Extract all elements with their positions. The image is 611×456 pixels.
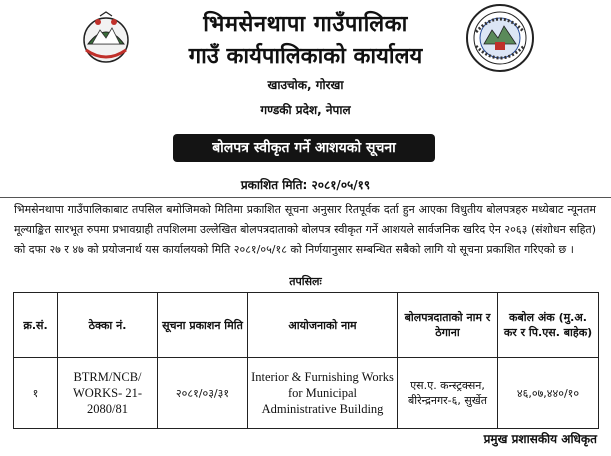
tender-table xyxy=(13,292,599,429)
office-title-line2: गाउँ कार्यपालिकाको कार्यालय xyxy=(188,44,423,69)
office-title-line1: भिमसेनथापा गाउँपालिका xyxy=(203,12,408,37)
notice-body: भिमसेनथापा गाउँपालिकाबाट तपसिल बमोजिमको मितिमा प्रकाशित सूचना अनुसार रितपूर्वक दर्ता हुन आएका विधुतीय बोलपत्रहरु मध्येबाट न्यूनतम मूल्याङ्कित सारभूत रुपमा प्रभावग्राही तपशिलमा उल्लेखित बोलपत्रदाताको बोलपत्र स्वीकृत गर्ने आशयले सार्वजनिक खरिद ऐन २०६३ (संशोधन सहित) को दफा २७ र ४७ को प्रयोजनार्थ यस कार्यालयको मिति २०८१/०५/१८ को निर्णयानुसार सम्बन्धित सबैको लागि यो सूचना प्रकाशित गरिएको छ । xyxy=(14,203,596,256)
cell-project-name: Interior & Furnishing Works for Municipal Administrative Building xyxy=(248,358,398,429)
header-project-name: आयोजनाको नाम xyxy=(248,293,398,358)
cell-bid-amount: ४६,०७,४४०/१० xyxy=(498,358,599,429)
table-row xyxy=(14,358,599,429)
cell-bidder: एस.ए. कन्स्ट्रक्सन, बीरेन्द्रनगर-६, सुर्खेत xyxy=(398,358,498,429)
header-bidder: बोलपत्रदाताको नाम र ठेगाना xyxy=(398,293,498,358)
header-serial: क्र.सं. xyxy=(14,293,58,358)
header-notice-date: सूचना प्रकाशन मिति xyxy=(158,293,248,358)
published-date: प्रकाशित मिति: २०८१/०५/१९ xyxy=(240,178,371,192)
table-header-row xyxy=(14,293,599,358)
address-line1: खाउचोक, गोरखा xyxy=(267,78,344,92)
header-contract-no: ठेक्का नं. xyxy=(58,293,158,358)
divider xyxy=(0,197,611,198)
table-caption: तपसिलः xyxy=(289,275,322,288)
notice-banner: बोलपत्र स्वीकृत गर्ने आशयको सूचना xyxy=(173,134,435,162)
cell-serial: १ xyxy=(14,358,58,429)
cell-contract-no: BTRM/NCB/ WORKS- 21- 2080/81 xyxy=(58,358,158,429)
cell-notice-date: २०८१/०३/३१ xyxy=(158,358,248,429)
header-bid-amount: कबोल अंक (मु.अ. कर र पि.एस. बाहेक) xyxy=(498,293,599,358)
address-line2: गण्डकी प्रदेश, नेपाल xyxy=(260,103,351,117)
signature-title: प्रमुख प्रशासकीय अधिकृत xyxy=(483,432,597,446)
